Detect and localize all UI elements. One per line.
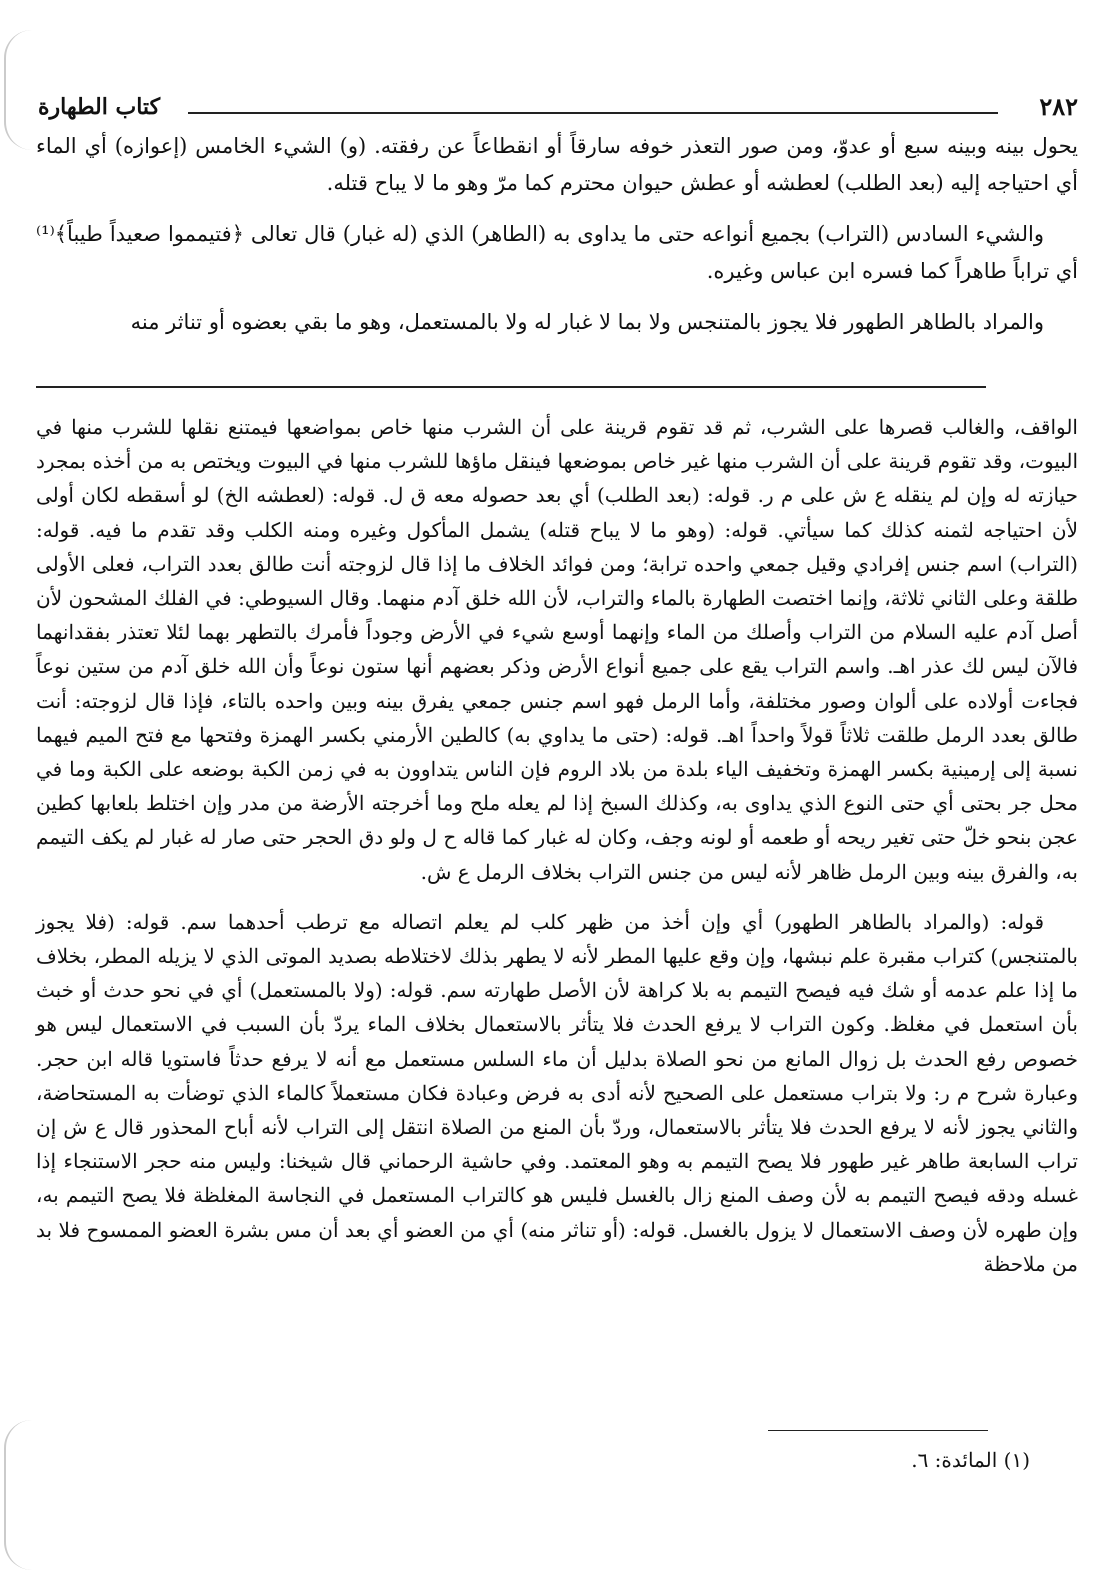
footnotes xyxy=(500,1446,1030,1474)
footnote-divider xyxy=(768,1430,988,1431)
commentary-text xyxy=(36,410,1078,1297)
commentary-paragraph: الواقف، والغالب قصرها على الشرب، ثم قد تقوم قرينة على أن الشرب منها خاص بمواضعها فيمتنع نقلها للشرب منها في البيوت، وقد تقوم قرينة على أن الشرب منها غير خاص بموضعها فينقل ماؤها للشرب منها في البيوت ويختص به من أخذه بمجرد حيازته له وإن لم ينقله ع ش على م ر. قوله: (بعد الطلب) أي بعد حصوله معه ق ل. قوله: (لعطشه الخ) لو أسقطه لكان أولى لأن احتياجه لثمنه كذلك كما سيأتي. قوله: (وهو ما لا يباح قتله) يشمل المأكول وغيره ومنه الكلب وقد تقدم ما فيه. قوله: (التراب) اسم جنس إفرادي وقيل جمعي واحده ترابة؛ ومن فوائد الخلاف ما إذا قال لزوجته أنت طالق بعدد التراب، فعلى الأولى طلقة وعلى الثاني ثلاثة، وإنما اختصت الطهارة بالماء والتراب، لأن الله خلق آدم منهما. وقال السيوطي: في الفلك المشحون لأن أصل آدم عليه السلام من التراب وأصلك من الماء وإنهما أوسع شيء في الأرض وجوداً فأمرك بالتطهر بهما لئلا تعتذر بفقدانهما فالآن ليس لك عذر اهـ. واسم التراب يقع على جميع أنواع الأرض وذكر بعضهم أنها ستون نوعاً وأن الله خلق آدم من ستين نوعاً فجاءت أولاده على ألوان وصور مختلفة، وأما الرمل فهو اسم جنس جمعي يفرق بينه وبين واحده بالتاء، فإذا قال لزوجته: أنت طالق بعدد الرمل طلقت ثلاثاً قولاً واحداً اهـ. قوله: (حتى ما يداوي به) كالطين الأرمني بكسر الهمزة وفتحها مع فتح الميم فيهما نسبة إلى إرمينية بكسر الهمزة وتخفيف الياء بلدة من بلاد الروم فإن الناس يتداوون به في زمن الكبة بوضعه على الكبة وما في محل جر بحتى أي حتى النوع الذي يداوى به، وكذلك السبخ إذا لم يعله ملح وما أخرجته الأرضة من مدر وإن اختلط بلعابها كطين عجن بنحو خلّ حتى تغير ريحه أو طعمه أو لونه وجف، وكان له غبار كما قاله ح ل ولو دق الحجر حتى صار له غبار لم يكف التيمم به، والفرق بينه وبين الرمل ظاهر لأنه ليس من جنس التراب بخلاف الرمل ع ش. xyxy=(36,415,1078,884)
binding-edge-mark-bottom xyxy=(4,1420,32,1570)
page-number: ٢٨٢ xyxy=(1039,92,1078,121)
running-title: كتاب الطهارة xyxy=(38,94,161,120)
section-divider xyxy=(36,386,986,388)
main-text xyxy=(36,128,1078,355)
main-paragraph: والشيء السادس (التراب) بجميع أنواعه حتى ما يداوى به (الطاهر) الذي (له غبار) قال تعالى ﴿فتيمموا صعيداً طيباً﴾⁽¹⁾ أي تراباً طاهراً كما فسره ابن عباس وغيره. xyxy=(36,222,1078,283)
binding-edge-mark xyxy=(4,30,32,150)
main-paragraph: يحول بينه وبينه سبع أو عدوّ، ومن صور التعذر خوفه سارقاً أو انقطاعاً عن رفقته. (و) الشيء الخامس (إعوازه) أي الماء أي احتياجه إليه (بعد الطلب) لعطشه أو عطش حيوان محترم كما مرّ وهو ما لا يباح قتله. xyxy=(36,134,1078,195)
header-rule xyxy=(188,112,998,114)
footnote: (١) المائدة: ٦. xyxy=(911,1448,1030,1472)
main-paragraph: والمراد بالطاهر الطهور فلا يجوز بالمتنجس ولا بما لا غبار له ولا بالمستعمل، وهو ما بقي بعضوه أو تناثر منه xyxy=(130,310,1044,334)
page-header xyxy=(38,92,1078,126)
commentary-paragraph: قوله: (والمراد بالطاهر الطهور) أي وإن أخذ من ظهر كلب لم يعلم اتصاله مع ترطب أحدهما سم. قوله: (فلا يجوز بالمتنجس) كتراب مقبرة علم نبشها، وإن وقع عليها المطر لأنه لا يطهر بذلك لاختلاطه بصديد الموتى الذي لا يزيله المطر، بخلاف ما إذا علم عدمه أو شك فيه فيصح التيمم به بلا كراهة لأن الأصل طهارته سم. قوله: (ولا بالمستعمل) أي في نحو حدث أو خبث بأن استعمل في مغلظ. وكون التراب لا يرفع الحدث فلا يتأثر بالاستعمال بخلاف الماء يردّ بأن السبب في الاستعمال ليس هو خصوص رفع الحدث بل زوال المانع من نحو الصلاة بدليل أن ماء السلس مستعمل مع أنه لا يرفع حدثاً فاستويا قاله ابن حجر. وعبارة شرح م ر: ولا بتراب مستعمل على الصحيح لأنه أدى به فرض وعبادة فكان مستعملاً كالماء الذي توضأت به المستحاضة، والثاني يجوز لأنه لا يرفع الحدث فلا يتأثر بالاستعمال، وردّ بأن المنع من الصلاة انتقل إلى التراب لأنه أباح المحذور قال ع ش إن تراب السابعة طاهر غير طهور فلا يصح التيمم به وهو المعتمد. وفي حاشية الرحماني قال شيخنا: وليس منه حجر الاستنجاء إذا غسله ودقه فيصح التيمم به لأن وصف المنع زال بالغسل فليس هو كالتراب المستعمل في النجاسة المغلظة فلا يصح التيمم به، وإن طهره لأن وصف الاستعمال لا يزول بالغسل. قوله: (أو تناثر منه) أي من العضو أي بعد أن مس بشرة العضو الممسوح فلا بد من ملاحظة xyxy=(36,909,1078,1276)
